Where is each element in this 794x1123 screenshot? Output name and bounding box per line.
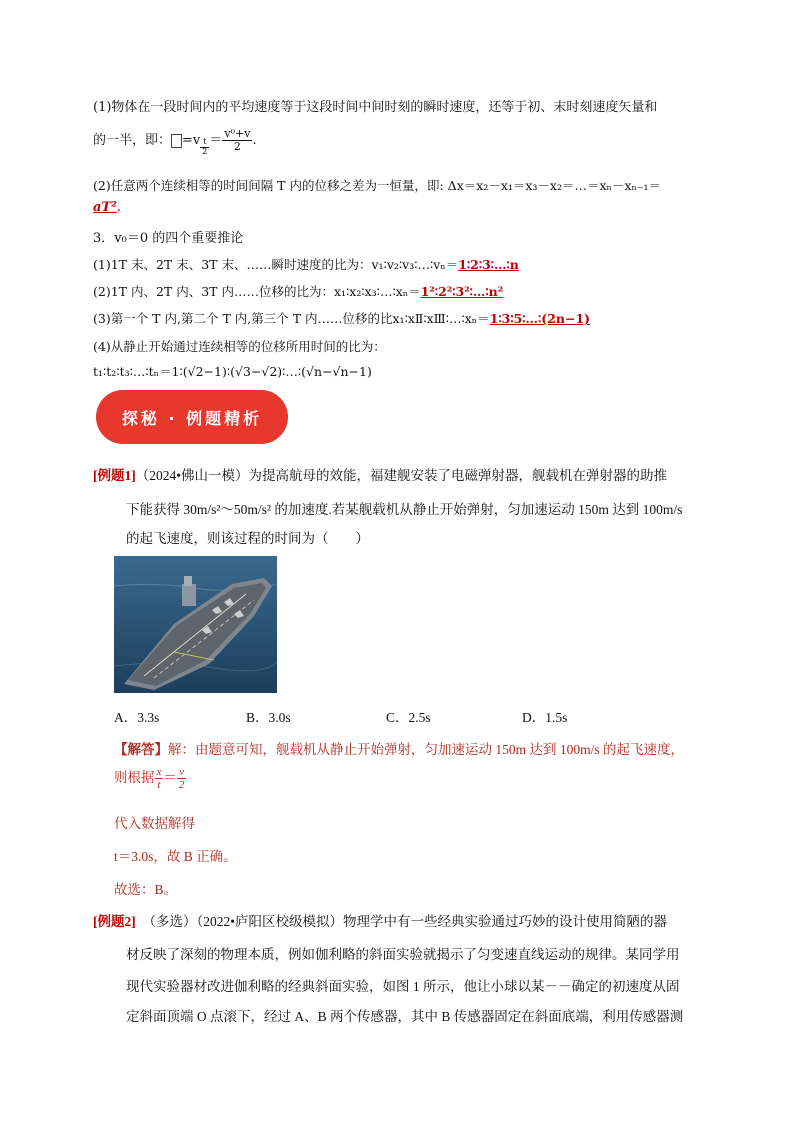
option-a[interactable]: A．3.3s [114, 710, 160, 725]
example-2-line-2: 材反映了深刻的物理本质，例如伽利略的斜面实验就揭示了匀变速直线运动的规律。某同学用 [126, 947, 680, 962]
section-banner: 探秘 · 例题精析 [96, 390, 288, 444]
rule-4: (4)从静止开始通过连续相等的位移所用时间的比为： [93, 339, 386, 354]
answer-line-4: t＝3.0s，故 B 正确。 [114, 849, 237, 864]
example-2-label: [例题2] [93, 914, 136, 929]
answer-tag: 【解答】 [114, 742, 168, 757]
subscript-fraction: $\frac{t}{2}$ [202, 137, 208, 157]
note-1-line-2: 的一半，即： =v $\frac{t}{2}$ ＝ $\frac{\text{v⁰+v}}{2}$ . [93, 127, 257, 157]
section-3-heading: 3．v₀＝0 的四个重要推论 [93, 231, 244, 246]
note-2-answer: aT² [93, 200, 117, 215]
rule-3-answer: 1∶3∶5∶…∶(2n−1) [489, 311, 591, 326]
example-1-label: [例题1] [93, 468, 136, 483]
rule-3: (3)第一个 T 内,第二个 T 内,第三个 T 内……位移的比x₁∶xⅡ∶xⅢ∶…∶xₙ＝1∶3∶5∶…∶(2n−1) [93, 311, 591, 326]
mean-velocity-fraction: $\frac{\text{v⁰+v}}{2}$ [224, 127, 251, 154]
note-1-line-1: (1)物体在一段时间内的平均速度等于这段时间中间时刻的瞬时速度，还等于初、末时刻速度矢量和 [93, 100, 658, 115]
option-c[interactable]: C．2.5s [386, 710, 431, 725]
formula-lhs: =v [182, 133, 201, 149]
example-2-line-1: [例题2] （多选）（2022•庐阳区校级模拟）物理学中有一些经典实验通过巧妙的设计使用简陋的器 [93, 914, 667, 929]
example-1-line-3: 的起飞速度，则该过程的时间为（ ） [126, 531, 369, 546]
answer-line-2: 则根据 $\frac{x}{t}$ ＝ $\frac{v}{2}$ [114, 766, 185, 792]
rule-2: (2)1T 内、2T 内、3T 内……位移的比为：x₁∶x₂∶x₃∶…∶xₙ＝1²∶2²∶3²∶…∶n² [93, 284, 504, 299]
aircraft-carrier-photo [114, 556, 277, 693]
rule-1-answer: 1∶2∶3∶…∶n [458, 257, 519, 272]
answer-line-3: 代入数据解得 [114, 816, 195, 831]
note-1-prefix: 的一半，即： [93, 133, 172, 149]
note-2-line-1: (2)任意两个连续相等的时间间隔 T 内的位移之差为一恒量，即: Δx＝x₂－x₁＝x₃－x₂＝…＝xₙ－xₙ₋₁＝ [93, 178, 662, 193]
example-1-line-2: 下能获得 30m/s²～50m/s² 的加速度.若某舰载机从静止开始弹射，匀加速运动 150m 达到 100m/s [126, 502, 683, 517]
option-b[interactable]: B．3.0s [246, 710, 291, 725]
example-1-line-1: [例题1]（2024•佛山一模）为提高航母的效能，福建舰安装了电磁弹射器，舰载机在弹射器的助推 [93, 468, 667, 483]
example-2-line-3: 现代实验器材改进伽利略的经典斜面实验，如图 1 所示，他让小球以某－－确定的初速度从固 [126, 979, 680, 994]
example-2-line-4: 定斜面顶端 O 点滚下，经过 A、B 两个传感器，其中 B 传感器固定在斜面底端，利用传感器测 [126, 1009, 684, 1024]
answer-line-5: 故选：B。 [114, 882, 178, 897]
v-bar-box [171, 134, 182, 148]
rule-2-answer: 1²∶2²∶3²∶…∶n² [420, 284, 504, 299]
rule-1: (1)1T 末、2T 末、3T 末、……瞬时速度的比为：v₁∶v₂∶v₃∶…∶vₙ＝1∶2∶3∶…∶n [93, 257, 519, 272]
answer-line-1: 【解答】解：由题意可知，舰载机从静止开始弹射，匀加速运动 150m 达到 100m/s 的起飞速度， [114, 742, 685, 757]
fraction-v-over-2: $\frac{v}{2}$ [178, 766, 185, 792]
rule-4-formula: t₁∶t₂∶t₃∶…∶tₙ＝1∶(√2−1)∶(√3−√2)∶…∶(√n−√n−1) [93, 364, 372, 379]
option-d[interactable]: D．1.5s [522, 710, 568, 725]
note-2-line-2: aT². [93, 200, 121, 215]
fraction-x-over-t: $\frac{x}{t}$ [156, 766, 162, 792]
